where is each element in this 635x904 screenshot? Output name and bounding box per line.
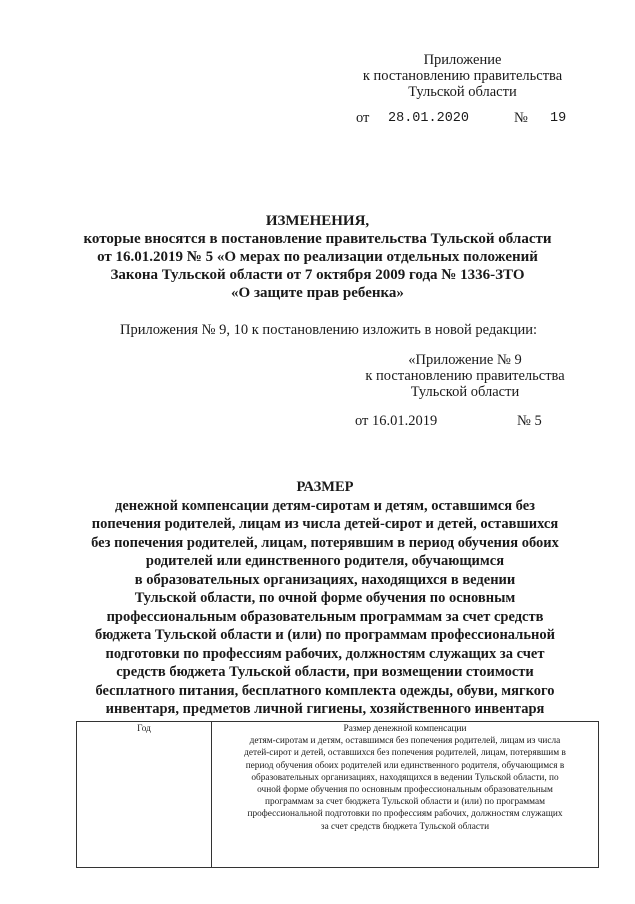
changes-line: которые вносятся в постановление правительства Тульской области — [83, 231, 552, 247]
column-header-line: детей-сирот и детей, оставшихся без попечения родителей, лицам, потерявшим в — [244, 748, 566, 759]
changes-line: «О защите прав ребенка» — [231, 285, 404, 301]
size-line: подготовки по профессиям рабочих, должностям служащих за счет — [105, 645, 545, 662]
changes-heading — [60, 212, 575, 302]
column-header-line: профессиональной подготовки по профессиям рабочих, должностям служащих — [247, 809, 563, 820]
new-appendix-number: № 5 — [517, 413, 542, 429]
size-line: Тульской области, по очной форме обучения по основным — [134, 590, 516, 606]
column-header-line: очной форме обучения по основным профессиональным образовательным — [257, 785, 553, 796]
size-line: в образовательных организациях, находящихся в ведении — [134, 571, 516, 588]
appendix-header — [340, 52, 585, 100]
changes-line: от 16.01.2019 № 5 «О мерах по реализации отдельных положений — [97, 249, 538, 265]
appendix-ot-label: от — [356, 110, 370, 126]
size-heading — [60, 478, 590, 719]
changes-line: Закона Тульской области от 7 октября 2009 года № 1336-ЗТО — [110, 267, 525, 283]
changes-title: ИЗМЕНЕНИЯ, — [265, 213, 370, 229]
appendix-number: 19 — [550, 111, 567, 126]
compensation-column-header — [212, 722, 599, 868]
compensation-table — [76, 721, 599, 868]
column-header-line: период обучения обоих родителей или единственного родителя, обучающимся в — [245, 760, 565, 771]
size-line: попечения родителей, лицам из числа детей-сирот и детей, оставшихся — [91, 516, 559, 532]
intro-paragraph: Приложения № 9, 10 к постановлению изложить в новой редакции: — [120, 322, 537, 338]
column-header-line: за счет средств бюджета Тульской области — [320, 821, 490, 832]
size-title: РАЗМЕР — [296, 479, 354, 495]
appendix-date: 28.01.2020 — [388, 111, 470, 126]
size-line: бюджета Тульской области и (или) по программам профессиональной — [95, 627, 555, 643]
new-appendix-header — [345, 352, 585, 400]
size-line: денежной компенсации детям-сиротам и детям, оставшимся без — [114, 497, 535, 514]
column-header-line: программам за счет бюджета Тульской области и (или) по программам — [265, 797, 545, 808]
appendix-to-resolution: к постановлению правительства — [362, 68, 563, 84]
year-column-header: Год — [77, 722, 212, 868]
size-line: бесплатного питания, бесплатного комплекта одежды, обуви, мягкого — [95, 682, 555, 699]
appendix-region: Тульской области — [408, 84, 517, 100]
size-line: инвентаря, предметов личной гигиены, хозяйственного инвентаря — [105, 701, 545, 717]
size-line: родителей или единственного родителя, обучающимся — [145, 553, 505, 569]
new-appendix-region: Тульской области — [410, 384, 520, 400]
appendix-label: Приложение — [423, 52, 502, 68]
column-header-line: детям-сиротам и детям, оставшимся без попечения родителей, лицам из числа — [249, 736, 561, 747]
column-header-line: образовательных организациях, находящихся в ведении Тульской области, по — [251, 772, 559, 783]
table-header-row — [77, 722, 599, 868]
column-header-line: Размер денежной компенсации — [343, 724, 467, 734]
size-line: средств бюджета Тульской области, при возмещении стоимости — [116, 664, 534, 680]
new-appendix-to-resolution: к постановлению правительства — [365, 368, 565, 384]
size-line: без попечения родителей, лицам, потерявшим в период обучения обоих — [91, 534, 559, 551]
size-line: профессиональным образовательным программам за счет средств — [106, 608, 544, 625]
new-appendix-label: «Приложение № 9 — [408, 352, 522, 368]
new-appendix-date: от 16.01.2019 — [355, 413, 438, 429]
appendix-number-sign: № — [514, 110, 528, 126]
